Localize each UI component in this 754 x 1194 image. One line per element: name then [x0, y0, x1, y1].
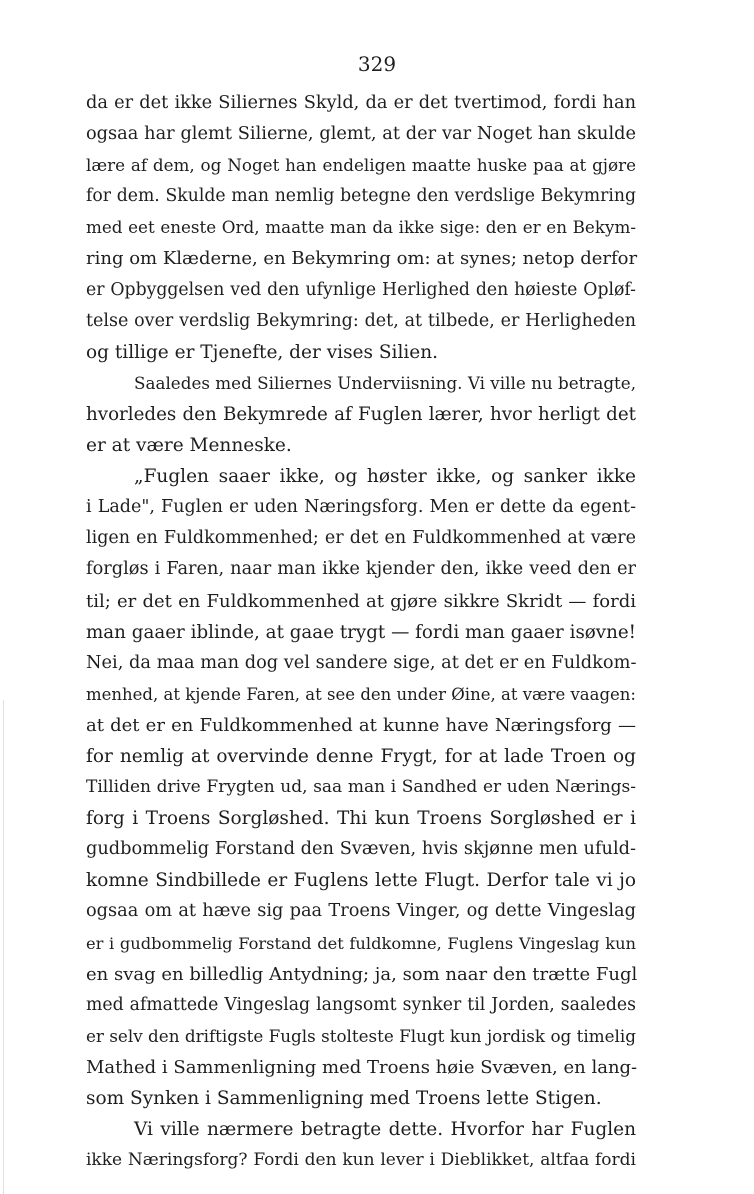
- text-line: ikke Næringsforg? Fordi den kun lever i Dieblikket, altfaa fordi: [86, 1150, 636, 1171]
- text-line: Mathed i Sammenligning med Troens høie Svæven, en lang-: [86, 1056, 638, 1078]
- text-line: er Opbyggelsen ved den ufynlige Herlighed den høieste Opløf-: [86, 279, 636, 300]
- text-line: til; er det en Fuldkommenhed at gjøre sikkre Skridt — fordi: [86, 590, 636, 612]
- text-line: ogsaa har glemt Silierne, glemt, at der var Noget han skulde: [86, 124, 636, 145]
- text-line: er at være Menneske.: [86, 435, 292, 457]
- text-line: lære af dem, og Noget han endeligen maatte huske paa at gjøre: [86, 155, 636, 176]
- text-line: da er det ikke Siliernes Skyld, da er det tvertimod, fordi han: [86, 93, 636, 113]
- text-line: menhed, at kjende Faren, at see den under Øine, at være vaagen:: [86, 684, 636, 704]
- text-line: ogsaa om at hæve sig paa Troens Vinger, og dette Vingeslag: [86, 901, 636, 922]
- text-line: Saaledes med Siliernes Underviisning. Vi ville nu betragte,: [134, 372, 637, 393]
- text-line: forg i Troens Sorgløshed. Thi kun Troens Sorgløshed er i: [86, 808, 636, 830]
- text-line: og tillige er Tjenefte, der vises Silien.: [86, 341, 439, 363]
- text-line: telse over verdslig Bekymring: det, at tilbede, er Herligheden: [86, 310, 636, 331]
- text-line: Tilliden drive Frygten ud, saa man i Sandhed er uden Nærings-: [86, 777, 636, 798]
- text-line: som Synken i Sammenligning med Troens lette Stigen.: [86, 1088, 602, 1109]
- text-line: med afmattede Vingeslag langsomt synker til Jorden, saaledes: [86, 994, 636, 1015]
- body-text: [86, 88, 636, 1176]
- text-line: forgløs i Faren, naar man ikke kjender den, ikke veed den er: [86, 559, 636, 580]
- text-line: gudbommelig Forstand den Svæven, hvis skjønne men ufuld-: [86, 839, 636, 860]
- text-line: man gaaer iblinde, at gaae trygt — fordi man gaaer isøvne!: [86, 621, 636, 643]
- text-line: ligen en Fuldkommenhed; er det en Fuldkommenhed at være: [86, 528, 636, 549]
- page-number: 329: [357, 52, 397, 76]
- text-line: ring om Klæderne, en Bekymring om: at synes; netop derfor: [86, 248, 638, 270]
- text-line: en svag en billedlig Antydning; ja, som naar den trætte Fugl: [86, 963, 638, 985]
- text-line: med eet eneste Ord, maatte man da ikke sige: den er en Bekym-: [86, 217, 636, 238]
- text-line: komne Sindbillede er Fuglens lette Flugt. Derfor tale vi jo: [86, 870, 636, 892]
- text-line: hvorledes den Bekymrede af Fuglen lærer, hvor herligt det: [86, 403, 636, 425]
- text-line: er selv den driftigste Fugls stolteste Flugt kun jordisk og timelig: [86, 1025, 636, 1046]
- text-line: er i gudbommelig Forstand det fuldkomne, Fuglens Vingeslag kun: [86, 933, 636, 953]
- text-line: at det er en Fuldkommenhed at kunne have Næringsforg —: [86, 714, 636, 736]
- page-edge-line: [3, 700, 4, 1194]
- text-line: „Fuglen saaer ikke, og høster ikke, og sanker ikke: [134, 466, 636, 488]
- text-line: i Lade", Fuglen er uden Næringsforg. Men er dette da egent-: [86, 497, 636, 518]
- text-line: for nemlig at overvinde denne Frygt, for at lade Troen og: [86, 745, 636, 767]
- text-line: for dem. Skulde man nemlig betegne den verdslige Bekymring: [86, 186, 636, 207]
- text-line: Nei, da maa man dog vel sandere sige, at det er en Fuldkom-: [86, 652, 637, 673]
- text-line: Vi ville nærmere betragte dette. Hvorfor har Fuglen: [134, 1119, 636, 1141]
